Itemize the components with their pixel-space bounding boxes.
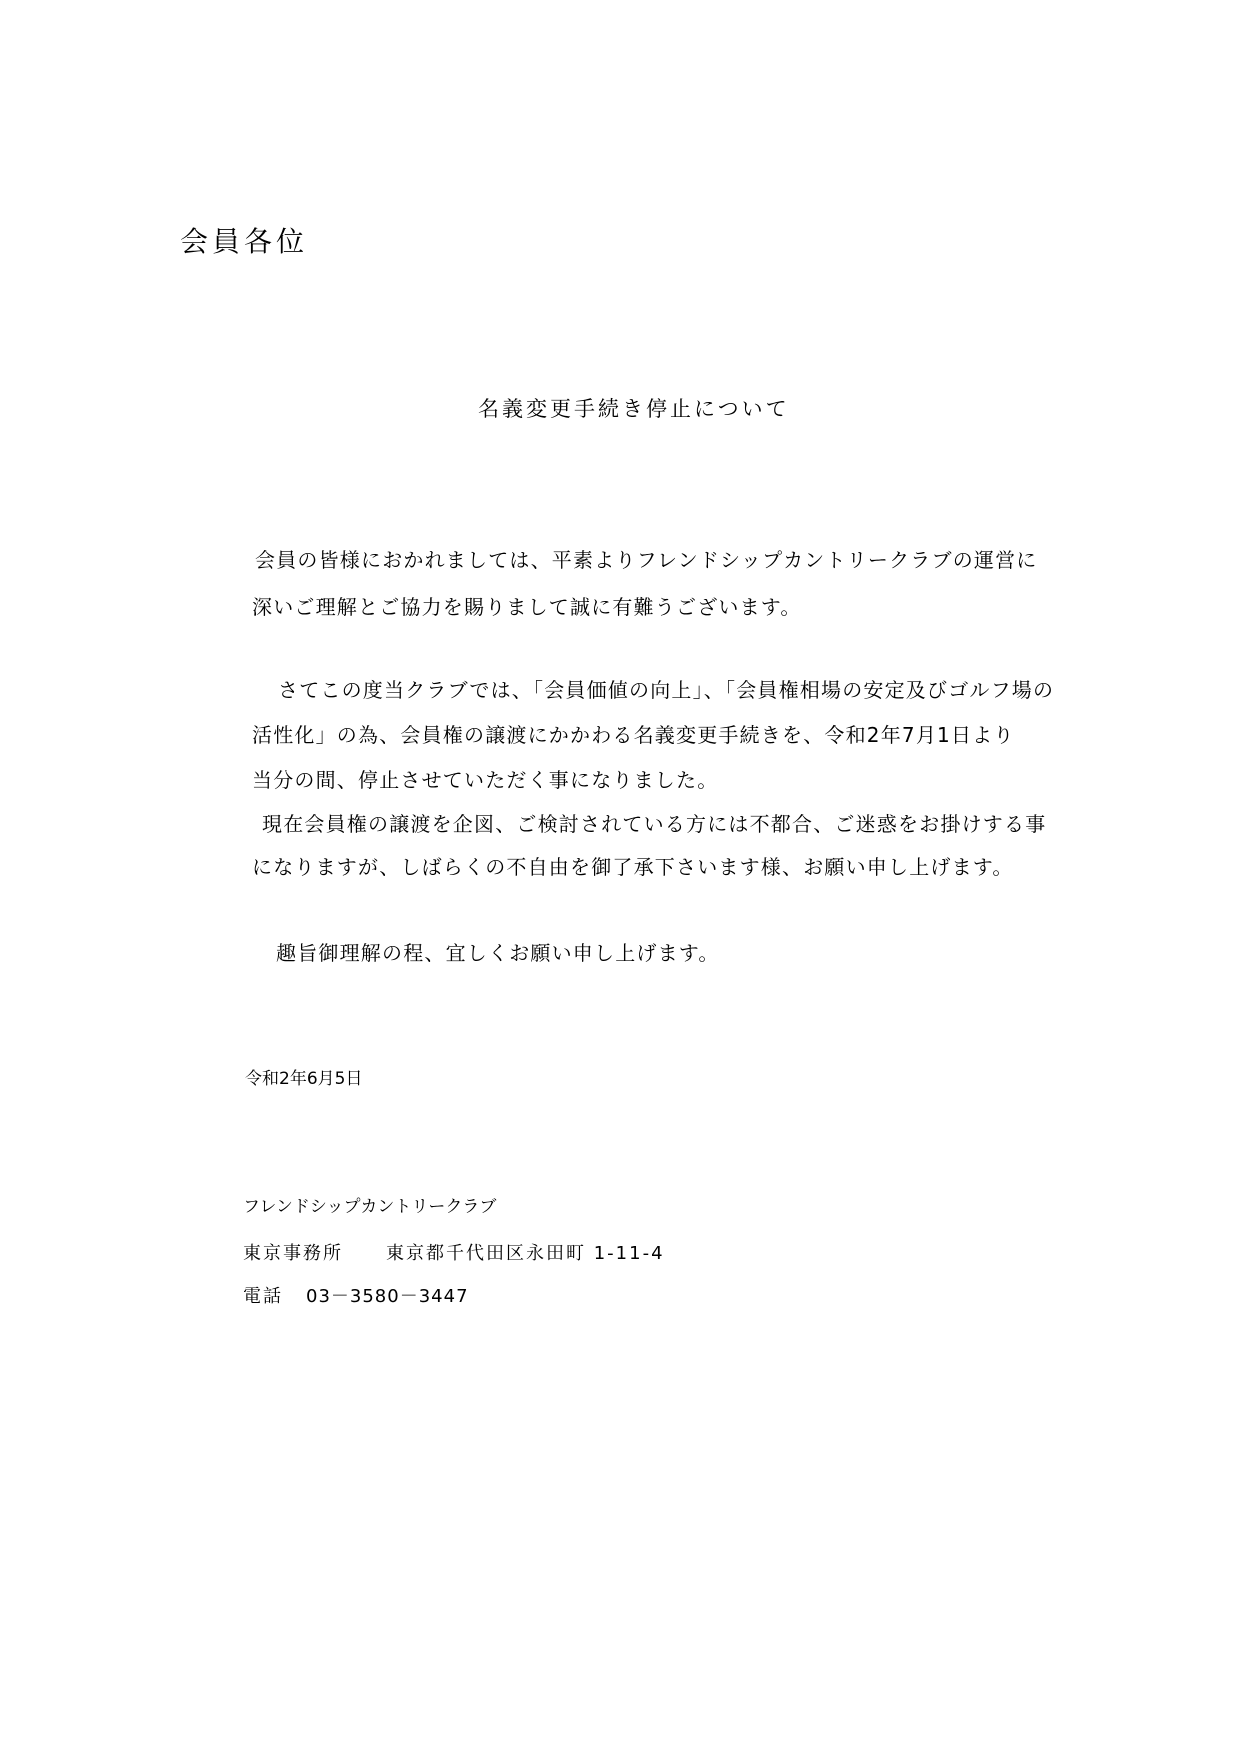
office-label: 東京事務所 bbox=[243, 1243, 343, 1264]
body-line: 深いご理解とご協力を賜りまして誠に有難うございます。 bbox=[252, 595, 802, 619]
tel-label: 電話 bbox=[243, 1286, 283, 1307]
body-line: 当分の間、停止させていただく事になりました。 bbox=[252, 768, 719, 792]
body-line: 趣旨御理解の程、宜しくお願い申し上げます。 bbox=[276, 941, 720, 965]
body-line: 現在会員権の譲渡を企図、ご検討されている方には不都合、ご迷惑をお掛けする事 bbox=[262, 812, 1047, 836]
addressee: 会員各位 bbox=[180, 225, 309, 258]
tel-number: 03－3580－3447 bbox=[306, 1286, 469, 1307]
office-address: 東京都千代田区永田町 1-11-4 bbox=[386, 1243, 665, 1264]
body-line: になりますが、しばらくの不自由を御了承下さいます様、お願い申し上げます。 bbox=[252, 855, 1014, 879]
document-title: 名義変更手続き停止について bbox=[478, 397, 790, 421]
body-line: 活性化」の為、会員権の譲渡にかかわる名義変更手続きを、令和2年7月1日より bbox=[252, 723, 1015, 747]
issue-date: 令和2年6月5日 bbox=[245, 1069, 363, 1089]
sender-organization: フレンドシップカントリークラブ bbox=[243, 1197, 497, 1217]
body-line: 会員の皆様におかれましては、平素よりフレンドシップカントリークラブの運営に bbox=[255, 548, 1038, 572]
body-line: さてこの度当クラブでは、「会員価値の向上」、「会員権相場の安定及びゴルフ場の bbox=[278, 678, 1055, 702]
